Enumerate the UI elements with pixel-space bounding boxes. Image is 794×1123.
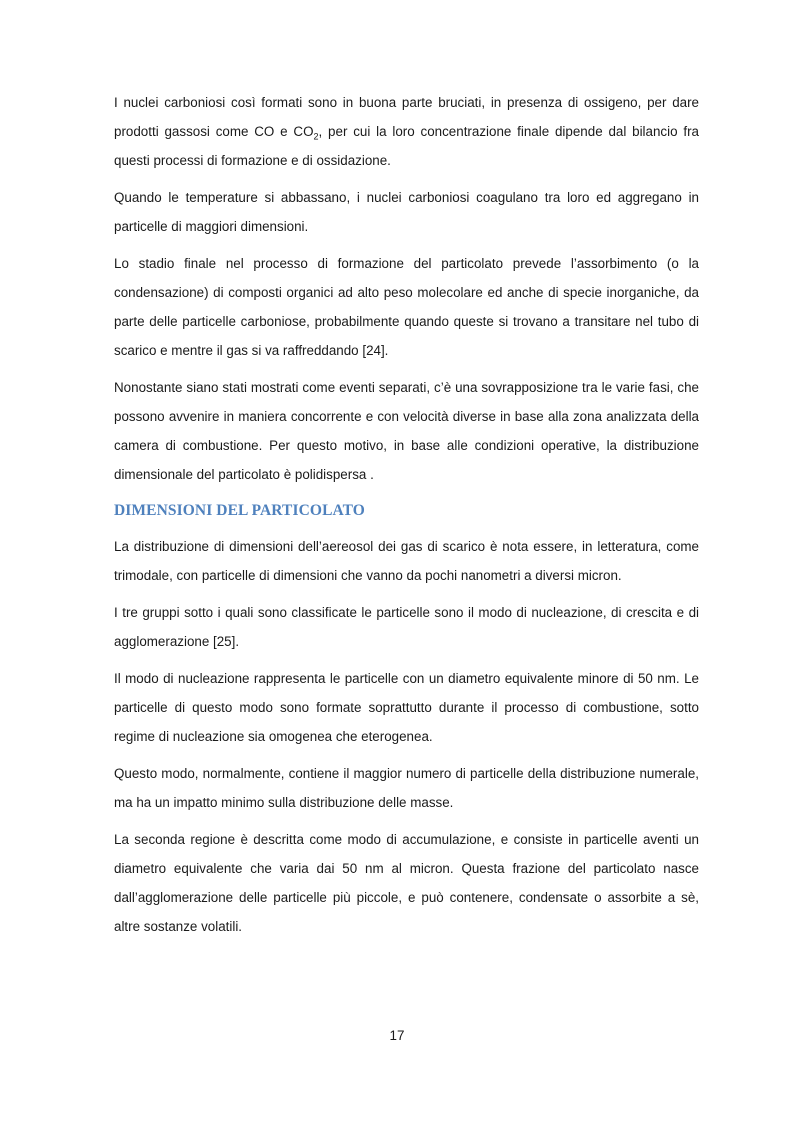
paragraph-oxidation [114, 88, 699, 175]
paragraph-three-groups: I tre gruppi sotto i quali sono classificate le particelle sono il modo di nucleazione, di crescita e di agglomerazione [25]. [114, 605, 699, 649]
paragraph-accumulation-mode: La seconda regione è descritta come modo di accumulazione, e consiste in particelle aventi un diametro equivalente che varia dai 50 nm al micron. Questa frazione del particolato nasce dall’agglomerazione delle particelle più piccole, e può contenere, condensate o assorbite a sè, altre sostanze volatili. [114, 832, 699, 934]
paragraph-oxidation-text-start: I nuclei carboniosi così formati sono in buona parte bruciati, in presenza di ossigeno, per dare prodotti gassosi come CO e CO [114, 95, 699, 139]
paragraph-number-distribution: Questo modo, normalmente, contiene il maggior numero di particelle della distribuzione numerale, ma ha un impatto minimo sulla distribuzione delle masse. [114, 766, 699, 810]
paragraph-final-stage: Lo stadio finale nel processo di formazione del particolato prevede l’assorbimento (o la condensazione) di composti organici ad alto peso molecolare ed anche di specie inorganiche, da parte delle particelle carboniose, probabilmente quando queste si trovano a transitare nel tubo di scarico e mentre il gas si va raffreddando [24]. [114, 256, 699, 358]
section-heading: DIMENSIONI DEL PARTICOLATO [114, 502, 365, 519]
paragraph-overlap: Nonostante siano stati mostrati come eventi separati, c’è una sovrapposizione tra le varie fasi, che possono avvenire in maniera concorrente e con velocità diverse in base alla zona analizzata della camera di combustione. Per questo motivo, in base alle condizioni operative, la distribuzione dimensionale del particolato è polidispersa . [114, 380, 699, 482]
subscript-2: 2 [313, 131, 319, 142]
paragraph-oxidation-text-end: , per cui la loro concentrazione finale dipende dal bilancio fra questi processi di formazione e di ossidazione. [114, 124, 699, 168]
paragraph-nucleation-mode: Il modo di nucleazione rappresenta le particelle con un diametro equivalente minore di 50 nm. Le particelle di questo modo sono formate soprattutto durante il processo di combustione, sotto regime di nucleazione sia omogenea che eterogenea. [114, 671, 699, 744]
paragraph-trimodal: La distribuzione di dimensioni dell’aereosol dei gas di scarico è nota essere, in letteratura, come trimodale, con particelle di dimensioni che vanno da pochi nanometri a diversi micron. [114, 539, 699, 583]
page-number: 17 [389, 1028, 405, 1043]
page-content [114, 88, 699, 949]
paragraph-coagulation: Quando le temperature si abbassano, i nuclei carboniosi coagulano tra loro ed aggregano in particelle di maggiori dimensioni. [114, 190, 699, 234]
